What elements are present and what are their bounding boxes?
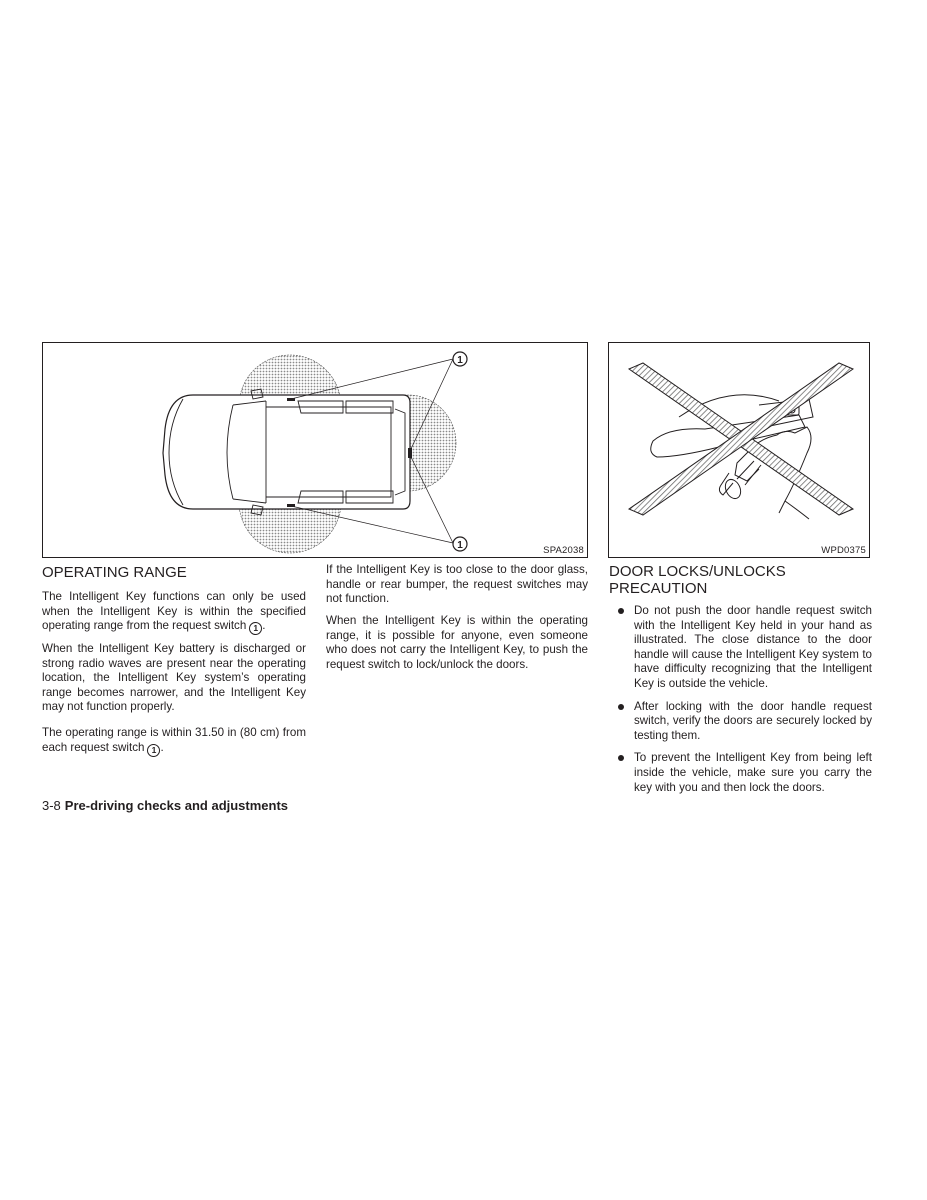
callout-1-inline: 1 xyxy=(147,744,160,757)
car-body xyxy=(163,395,410,509)
svg-text:1: 1 xyxy=(457,355,463,366)
callout-1-inline: 1 xyxy=(249,622,262,635)
figure-code: WPD0375 xyxy=(821,545,866,556)
paragraph-text: The operating range is within 31.50 in (80 cm) from each request switch xyxy=(42,726,306,754)
figure-operating-range xyxy=(42,342,588,558)
section-heading-door-locks-precaution: DOOR LOCKS/UNLOCKS PRECAUTION xyxy=(609,563,786,597)
svg-text:1: 1 xyxy=(457,540,463,551)
car-top-view-illustration xyxy=(43,343,587,557)
paragraph-operating-range-5: When the Intelligent Key is within the operating range, it is possible for anyone, even someone who does not carry the Intelligent Key, to push the request switch to lock/unlock the doors. xyxy=(326,614,588,671)
paragraph-operating-range-2: When the Intelligent Key battery is discharged or strong radio waves are present near the operating location, the Intelligent Key system’s operating range becomes narrower, and the Intelligent Key may not function properly. xyxy=(42,642,306,714)
footer-section-title: Pre-driving checks and adjustments xyxy=(64,798,289,813)
page-number: 3-8 xyxy=(42,798,61,813)
figure-door-handle-precaution xyxy=(608,342,870,558)
figure-code: SPA2038 xyxy=(543,545,584,556)
paragraph-operating-range-1 xyxy=(42,590,306,635)
request-switch-rear xyxy=(408,448,412,458)
paragraph-end: . xyxy=(262,619,266,633)
list-item: After locking with the door handle request switch, verify the doors are securely locked by testing them. xyxy=(609,700,872,744)
paragraph-end: . xyxy=(160,740,164,754)
paragraph-text: The Intelligent Key functions can only be used when the Intelligent Key is within the specified operating range from the request switch xyxy=(42,590,306,633)
callout-1-top xyxy=(453,352,467,366)
paragraph-operating-range-3 xyxy=(42,726,306,757)
door-handle-illustration xyxy=(609,343,869,557)
page-footer xyxy=(42,798,288,813)
callout-1-bottom xyxy=(453,537,467,551)
section-heading-operating-range: OPERATING RANGE xyxy=(42,564,187,581)
paragraph-operating-range-4: If the Intelligent Key is too close to the door glass, handle or rear bumper, the request switches may not function. xyxy=(326,563,588,606)
list-item: Do not push the door handle request switch with the Intelligent Key held in your hand as illustrated. The close distance to the door handle will cause the Intelligent Key system to have difficulty recognizing that the Intelligent Key is outside the vehicle. xyxy=(609,604,872,692)
list-item: To prevent the Intelligent Key from being left inside the vehicle, make sure you carry the key with you and then lock the doors. xyxy=(609,751,872,795)
precaution-bullet-list xyxy=(609,604,872,803)
